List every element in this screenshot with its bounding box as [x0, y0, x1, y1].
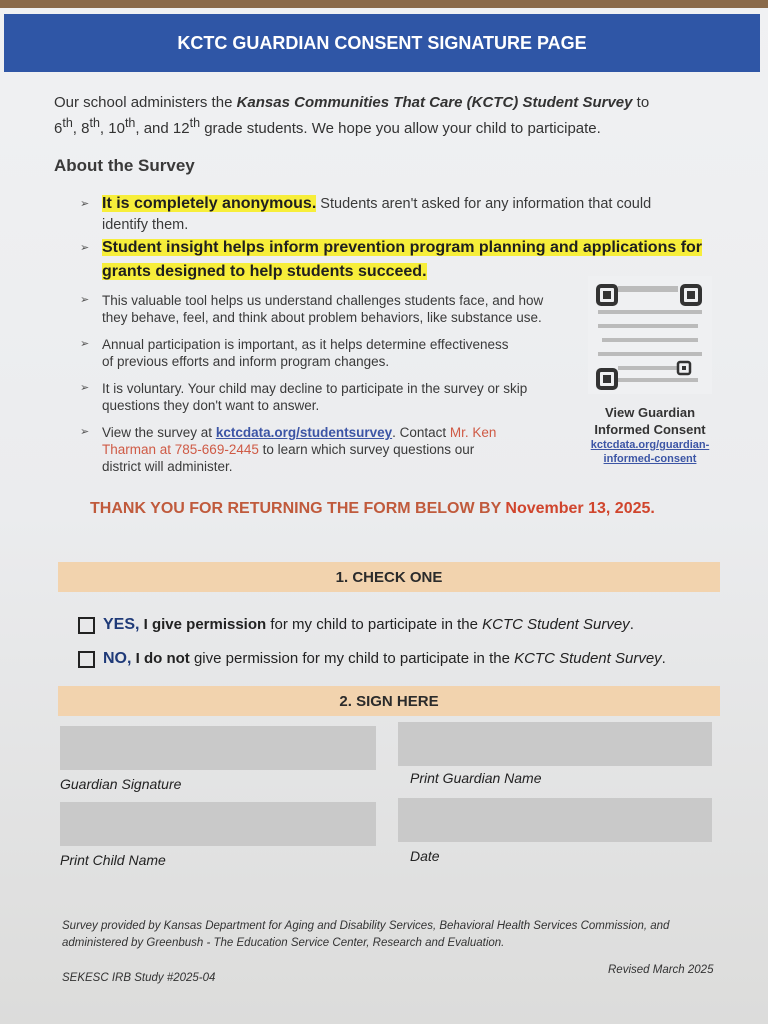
about-heading: About the Survey — [54, 156, 195, 175]
date-field[interactable] — [398, 798, 712, 842]
option-yes[interactable] — [78, 616, 634, 634]
arrow-icon: ➢ — [80, 338, 90, 350]
arrow-icon: ➢ — [80, 198, 90, 210]
bullet-item — [80, 292, 570, 326]
option-text: for my child to participate in the — [266, 616, 483, 633]
bullet-text: This valuable tool helps us understand challenges students face, and how they behave, feel, and think about problem behaviors, like substance use. — [102, 293, 544, 325]
guardian-consent-link[interactable]: kctcdata.org/guardian-informed-consent — [590, 439, 710, 465]
survey-link[interactable]: kctcdata.org/studentsurvey — [215, 425, 393, 440]
checkbox-no[interactable] — [78, 651, 95, 668]
study-number: SEKESC IRB Study #2025-04 — [62, 972, 216, 984]
intro-paragraph: Our school administers the Kansas Communities That Care (KCTC) Student Survey to 6th, 8th, 10th, and 12th grade students. We hope you allow your child to participate. — [54, 94, 650, 137]
grade-suffix: th — [124, 116, 136, 130]
revision-date: Revised March 2025 — [608, 964, 714, 976]
option-label: NO, — [103, 650, 132, 667]
arrow-icon: ➢ — [80, 382, 90, 394]
option-label: I do not — [131, 650, 190, 667]
intro-text: to — [632, 94, 650, 111]
option-text: . — [661, 650, 666, 667]
bullet-text: It is voluntary. Your child may decline to participate in the survey or skip questions they don't want to answer. — [102, 381, 528, 413]
highlight-text: Student insight helps inform prevention program planning and applications for grants designed to help students succeed. — [102, 239, 703, 280]
footer-credit: Survey provided by Kansas Department for Aging and Disability Services, Behavioral Health Services Commission, and administered by Greenbush - The Education Service Center, Research and Evaluation. — [62, 920, 670, 949]
guardian-name-field[interactable] — [398, 722, 712, 766]
grade: 6 — [54, 120, 63, 137]
bullet-text: Students aren't asked for any information that could identify them. — [102, 196, 652, 233]
field-label: Print Guardian Name — [410, 770, 542, 786]
checkbox-yes[interactable] — [78, 617, 95, 634]
intro-text: grade students. We hope you allow your child to participate. — [200, 120, 601, 137]
bullet-text: View the survey at — [102, 425, 216, 440]
option-no[interactable] — [78, 650, 666, 668]
highlight-text: It is completely anonymous. — [102, 195, 317, 212]
bullet-text: . Contact — [392, 425, 450, 440]
section-check-one-header: 1. CHECK ONE — [58, 562, 720, 592]
arrow-icon: ➢ — [80, 242, 90, 254]
grade: 12 — [172, 120, 190, 137]
arrow-icon: ➢ — [80, 294, 90, 306]
bullet-item — [80, 336, 520, 370]
qr-code[interactable] — [588, 276, 712, 394]
return-deadline — [90, 500, 655, 518]
option-text: KCTC Student Survey — [482, 616, 630, 633]
grade-suffix: th — [189, 116, 201, 130]
option-text: . — [629, 616, 634, 633]
option-label: YES, — [103, 616, 140, 633]
option-label: I give permission — [139, 616, 267, 633]
bullet-item — [80, 192, 700, 234]
grade-suffix: th — [62, 116, 73, 130]
bullet-text: to learn which survey questions our district will administer. — [102, 442, 475, 474]
field-label: Guardian Signature — [60, 776, 182, 792]
grade: 8 — [81, 120, 90, 137]
contact-info: Mr. Ken Tharman at 785-669-2445 — [102, 425, 497, 457]
field-label: Date — [410, 848, 440, 864]
qr-caption: View Guardian Informed Consent — [594, 405, 706, 437]
child-name-field[interactable] — [60, 802, 376, 846]
section-sign-here-header: 2. SIGN HERE — [58, 686, 720, 716]
option-text: KCTC Student Survey — [514, 650, 662, 667]
grade-suffix: th — [89, 116, 100, 130]
deadline-text: THANK YOU FOR RETURNING THE FORM BELOW BY — [90, 500, 506, 517]
intro-text: Our school administers the — [54, 94, 237, 111]
table-edge — [0, 0, 768, 8]
field-label: Print Child Name — [60, 852, 166, 868]
bullet-text: Annual participation is important, as it helps determine effectiveness of previous efforts and inform program changes. — [102, 337, 509, 369]
bullet-item — [80, 380, 530, 414]
guardian-signature-field[interactable] — [60, 726, 376, 770]
page-title: KCTC GUARDIAN CONSENT SIGNATURE PAGE — [4, 14, 760, 72]
deadline-date: November 13, 2025. — [505, 500, 655, 517]
option-text: give permission for my child to participate in the — [189, 650, 515, 667]
arrow-icon: ➢ — [80, 426, 90, 438]
survey-name: Kansas Communities That Care (KCTC) Student Survey — [236, 94, 633, 111]
bullet-item — [80, 424, 510, 475]
grade: 10 — [108, 120, 125, 137]
